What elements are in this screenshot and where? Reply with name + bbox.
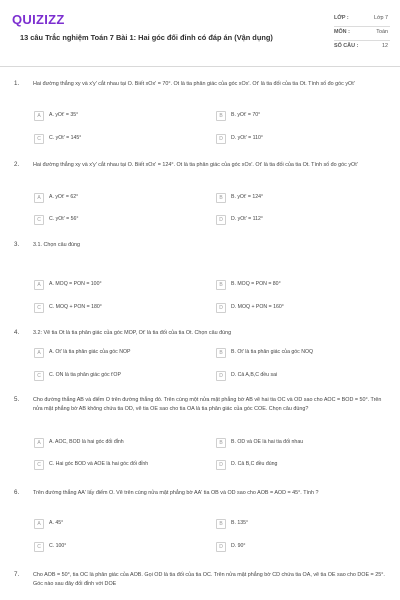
question-number: 7. (14, 571, 20, 578)
option-text: C. yOt' = 56° (49, 216, 79, 222)
meta-panel (334, 13, 390, 55)
question-number: 2. (14, 161, 20, 168)
option-letter-box: A (34, 111, 44, 121)
meta-row-subject (334, 27, 390, 41)
option-c[interactable] (34, 215, 194, 225)
question-text: Cho AOB = 50°, tia OC là phân giác của AOB. Gọi OD là tia đối của tia OC. Trên nửa mặt phẳng bờ CD chứa tia OA, vẽ tia OE sao cho DOE = 25°. Góc nào sau đây đối đỉnh với DOE (33, 572, 385, 587)
option-letter-box: B (216, 111, 226, 121)
option-text: D. yOt' = 110° (231, 135, 263, 141)
option-text: D. Cả B,C đều đúng (231, 461, 278, 467)
option-d[interactable] (216, 134, 376, 144)
option-text: D. Cả A,B,C đều sai (231, 372, 278, 378)
question-number: 3. (14, 241, 20, 248)
option-d[interactable] (216, 542, 376, 552)
option-text: B. MOQ = PON = 80° (231, 281, 281, 287)
meta-value: Lớp 7 (373, 15, 388, 21)
option-a[interactable] (34, 438, 194, 448)
option-letter-box: A (34, 519, 44, 529)
option-letter-box: B (216, 280, 226, 290)
option-text: C. Hai góc BOD và AOE là hai góc đối đỉnh (49, 461, 149, 467)
option-a[interactable] (34, 519, 194, 529)
meta-value: 12 (382, 43, 388, 49)
option-letter-box: C (34, 215, 44, 225)
option-b[interactable] (216, 438, 376, 448)
option-a[interactable] (34, 111, 194, 121)
option-c[interactable] (34, 542, 194, 552)
option-text: B. Ot' là tia phân giác của góc NOQ (231, 349, 314, 355)
option-text: C. yOt' = 145° (49, 135, 82, 141)
option-text: B. yOt' = 124° (231, 194, 264, 200)
question-text: Cho đường thẳng AB và điểm O trên đường thẳng đó. Trên cùng một nửa mặt phẳng bờ AB vẽ hai tia OC và OD sao cho AOC = BOD = 50°. Trên nửa mặt phẳng bờ AB không chứa tia OD, vẽ tia OE sao cho tia OA là tia phân giác của góc COE. Chọn câu đúng? (33, 397, 382, 412)
option-letter-box: C (34, 371, 44, 381)
option-text: C. 100° (49, 543, 67, 549)
option-text: D. MOQ + PON = 160° (231, 304, 284, 310)
option-letter-box: D (216, 215, 226, 225)
option-letter-box: C (34, 134, 44, 144)
meta-label: LỚP : (334, 15, 349, 21)
question-text: Hai đường thẳng xy và x'y' cắt nhau tại O. Biết xOx' = 70°. Ot là tia phân giác của góc xOx'. Ot' là tia đối của tia Ot. Tính số đo góc yOt' (33, 81, 355, 87)
option-letter-box: B (216, 438, 226, 448)
meta-label: SỐ CÂU : (334, 43, 359, 49)
option-d[interactable] (216, 371, 376, 381)
question-text: Trên đường thẳng AA' lấy điểm O. Vẽ trên cùng nửa mặt phẳng bờ AA' tia OB và OD sao cho AOB = AOD = 45°. Tính ? (33, 490, 319, 496)
option-b[interactable] (216, 280, 376, 290)
option-text: A. 45° (49, 520, 64, 526)
option-letter-box: A (34, 193, 44, 203)
option-text: C. ON là tia phân giác góc t'OP (49, 372, 121, 378)
option-c[interactable] (34, 371, 194, 381)
option-a[interactable] (34, 193, 194, 203)
option-letter-box: A (34, 438, 44, 448)
option-a[interactable] (34, 280, 194, 290)
option-b[interactable] (216, 348, 376, 358)
option-text: C. MOQ + PON = 180° (49, 304, 102, 310)
option-letter-box: C (34, 303, 44, 313)
question-text: 3.2: Vẽ tia Ot là tia phân giác của góc MOP, Ot' là tia đối của tia Ot. Chọn câu đúng (33, 330, 232, 336)
option-letter-box: A (34, 280, 44, 290)
meta-row-count (334, 41, 390, 55)
option-letter-box: D (216, 303, 226, 313)
quizizz-logo: QUIZIZZ (12, 12, 65, 27)
option-letter-box: D (216, 542, 226, 552)
option-d[interactable] (216, 303, 376, 313)
option-letter-box: D (216, 460, 226, 470)
option-text: A. AOC, BOD là hai góc đối đỉnh (49, 439, 124, 445)
option-text: B. OD và OE là hai tia đối nhau (231, 439, 304, 445)
option-letter-box: B (216, 519, 226, 529)
option-letter-box: A (34, 348, 44, 358)
question-text: 3.1. Chọn câu đúng (33, 242, 81, 248)
option-c[interactable] (34, 134, 194, 144)
question-number: 6. (14, 489, 20, 496)
meta-row-grade (334, 13, 390, 27)
meta-value: Toán (376, 29, 388, 35)
option-text: B. yOt' = 70° (231, 112, 261, 118)
question-number: 5. (14, 396, 20, 403)
question-number: 1. (14, 80, 20, 87)
option-letter-box: C (34, 460, 44, 470)
question-text: Hai đường thẳng xy và x'y' cắt nhau tại O. Biết xOx' = 124°. Ot là tia phân giác của góc xOx'. Ot' là tia đối của tia Ot. Tính số đo góc yOt' (33, 162, 358, 168)
option-b[interactable] (216, 519, 376, 529)
worksheet-header (0, 0, 400, 67)
option-letter-box: D (216, 371, 226, 381)
option-text: A. yOt' = 35° (49, 112, 79, 118)
option-d[interactable] (216, 460, 376, 470)
page-title: 13 câu Trắc nghiệm Toán 7 Bài 1: Hai góc đối đỉnh có đáp án (Vận dụng) (20, 33, 273, 42)
option-letter-box: B (216, 193, 226, 203)
option-a[interactable] (34, 348, 194, 358)
option-text: A. MOQ = PON = 100° (49, 281, 102, 287)
option-c[interactable] (34, 460, 194, 470)
option-b[interactable] (216, 111, 376, 121)
option-letter-box: D (216, 134, 226, 144)
option-text: D. 90° (231, 543, 246, 549)
option-d[interactable] (216, 215, 376, 225)
option-text: B. 135° (231, 520, 249, 526)
option-letter-box: C (34, 542, 44, 552)
option-c[interactable] (34, 303, 194, 313)
question-number: 4. (14, 329, 20, 336)
option-text: A. yOt' = 62° (49, 194, 79, 200)
meta-label: MÔN : (334, 29, 350, 35)
option-b[interactable] (216, 193, 376, 203)
option-letter-box: B (216, 348, 226, 358)
option-text: A. Ot' là tia phân giác của góc NOP (49, 349, 131, 355)
option-text: D. yOt' = 112° (231, 216, 263, 222)
